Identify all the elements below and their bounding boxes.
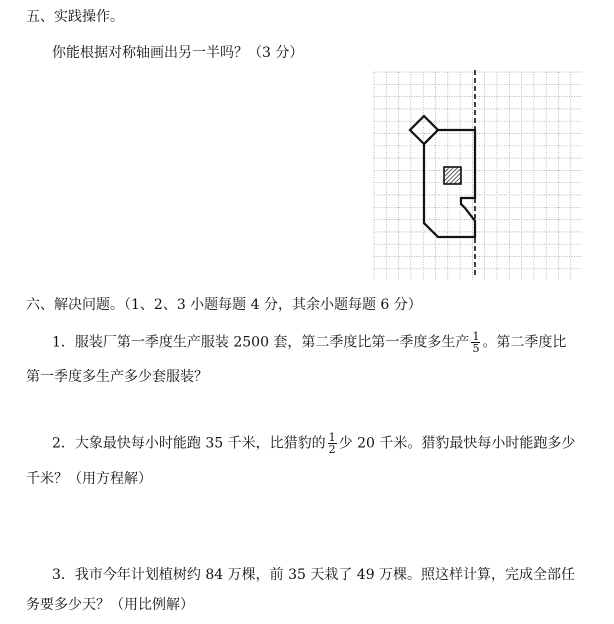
grid-svg: [370, 68, 582, 280]
q1-fraction: [471, 331, 480, 354]
section5-question: 你能根据对称轴画出另一半吗？（3 分）: [52, 45, 304, 61]
q2-text-a: 2．大象最快每小时能跑 35 千米，比猎豹的: [52, 435, 326, 452]
q2-text-b: 少 20 千米。猎豹最快每小时能跑多少: [338, 435, 576, 452]
hatched-square: [444, 167, 461, 184]
q2-frac-den: 2: [328, 443, 336, 456]
diamond-shape: [410, 116, 438, 144]
q2-fraction: [328, 432, 337, 455]
q1-frac-den: 5: [472, 342, 480, 355]
q2-line2: 千米？（用方程解）: [26, 471, 152, 487]
outline-top-right: [438, 130, 475, 170]
q2-frac-num: 1: [328, 431, 336, 444]
q3-line2: 务要多少天？（用比例解）: [26, 597, 194, 613]
q1-text-b: 。第二季度比: [482, 334, 567, 351]
q2-line1: [52, 432, 575, 455]
symmetry-grid-figure: [370, 68, 582, 284]
outline-body: [424, 137, 475, 237]
q1-line2: 第一季度多生产多少套服装？: [26, 369, 208, 385]
section5-heading: 五、实践操作。: [26, 9, 124, 25]
q3-line1: 3．我市今年计划植树约 84 万棵，前 35 天栽了 49 万棵。照这样计算，完成全部任: [52, 567, 576, 583]
q1-frac-num: 1: [472, 330, 480, 343]
section6-heading: 六、解决问题。（1、2、3 小题每题 4 分，其余小题每题 6 分）: [26, 297, 422, 313]
grid-lines: [374, 72, 582, 280]
q1-line1: [52, 331, 566, 354]
q1-text-a: 1．服装厂第一季度生产服装 2500 套，第二季度比第一季度多生产: [52, 334, 470, 351]
